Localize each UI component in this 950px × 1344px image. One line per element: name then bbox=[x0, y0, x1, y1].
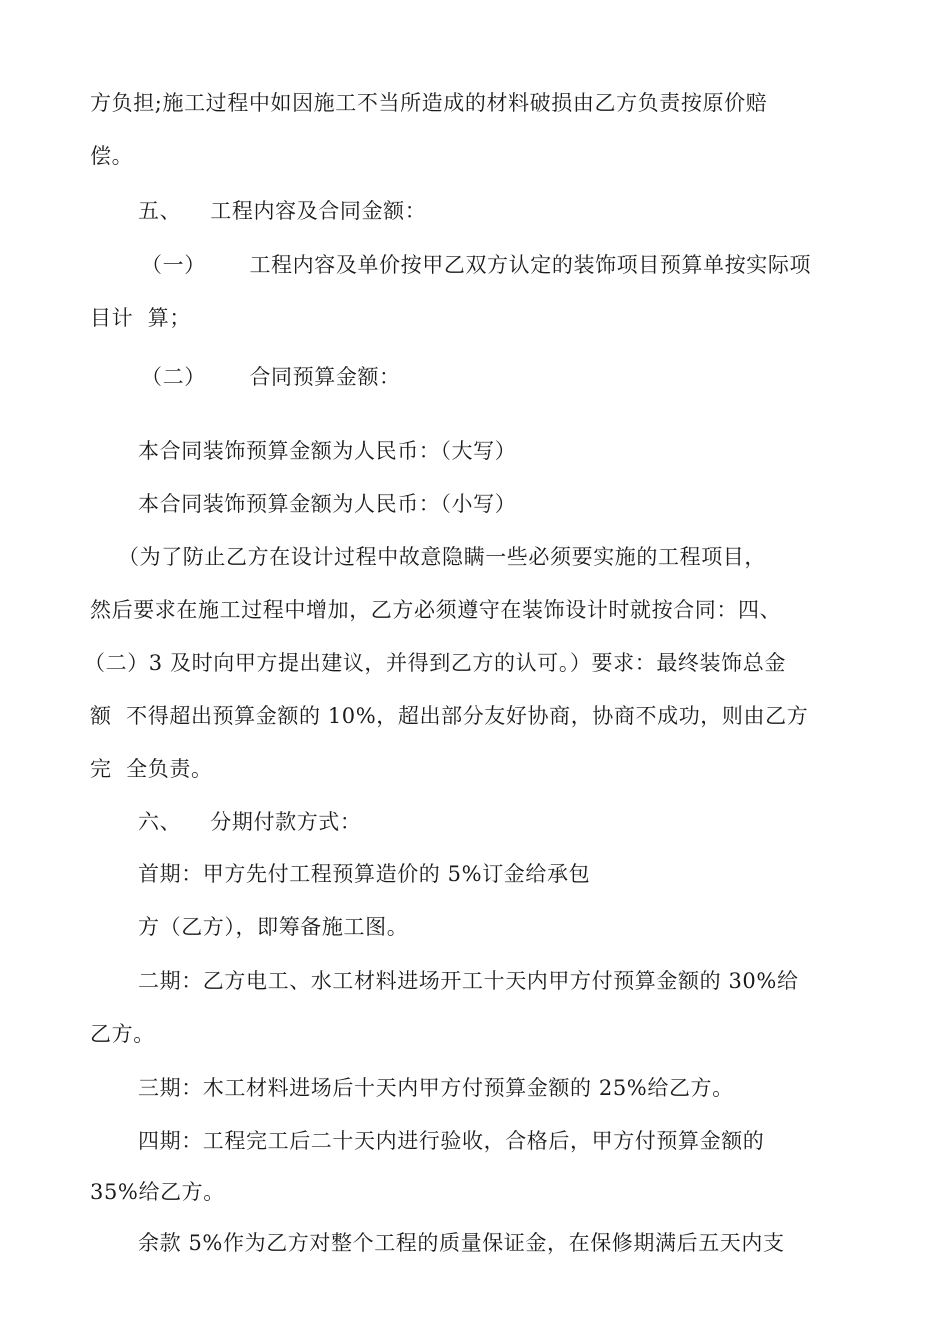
text-line-1: 方负担;施工过程中如因施工不当所造成的材料破损由乙方负责按原价赔 bbox=[90, 91, 768, 115]
section-heading-6: 六、 分期付款方式： bbox=[138, 810, 362, 834]
clause-5-2: （二） 合同预算金额： bbox=[141, 365, 401, 389]
payment-phase-1: 首期：甲方先付工程预算造价的 5%订金给承包 bbox=[138, 862, 591, 886]
text-line-11: （二）3 及时向甲方提出建议，并得到乙方的认可。）要求：最终装饰总金 bbox=[84, 651, 786, 675]
payment-phase-4: 四期：工程完工后二十天内进行验收，合格后，甲方付预算金额的 bbox=[138, 1129, 765, 1153]
clause-5-1: （一） 工程内容及单价按甲乙双方认定的装饰项目预算单按实际项 bbox=[141, 253, 812, 277]
amount-uppercase: 本合同装饰预算金额为人民币：（大写） bbox=[138, 439, 517, 463]
text-line-18: 乙方。 bbox=[90, 1022, 155, 1046]
section-heading-5: 五、 工程内容及合同金额： bbox=[138, 199, 427, 223]
text-line-2: 偿。 bbox=[90, 144, 134, 168]
amount-lowercase: 本合同装饰预算金额为人民币：（小写） bbox=[138, 492, 517, 516]
text-line-10: 然后要求在施工过程中增加，乙方必须遵守在装饰设计时就按合同：四、 bbox=[90, 598, 782, 622]
payment-phase-3: 三期：木工材料进场后十天内甲方付预算金额的 25%给乙方。 bbox=[138, 1076, 734, 1100]
payment-phase-2: 二期：乙方电工、水工材料进场开工十天内甲方付预算金额的 30%给 bbox=[138, 969, 799, 993]
text-line-9: （为了防止乙方在设计过程中故意隐瞒一些必须要实施的工程项目， bbox=[118, 545, 766, 569]
text-line-16: 方（乙方），即筹备施工图。 bbox=[138, 915, 409, 939]
text-line-5: 目计 算； bbox=[90, 306, 191, 330]
text-line-21: 35%给乙方。 bbox=[90, 1180, 225, 1204]
text-line-12: 额 不得超出预算金额的 10%，超出部分友好协商，协商不成功，则由乙方 bbox=[90, 704, 809, 728]
text-line-13: 完 全负责。 bbox=[90, 757, 213, 781]
payment-balance: 余款 5%作为乙方对整个工程的质量保证金，在保修期满后五天内支 bbox=[138, 1231, 785, 1255]
